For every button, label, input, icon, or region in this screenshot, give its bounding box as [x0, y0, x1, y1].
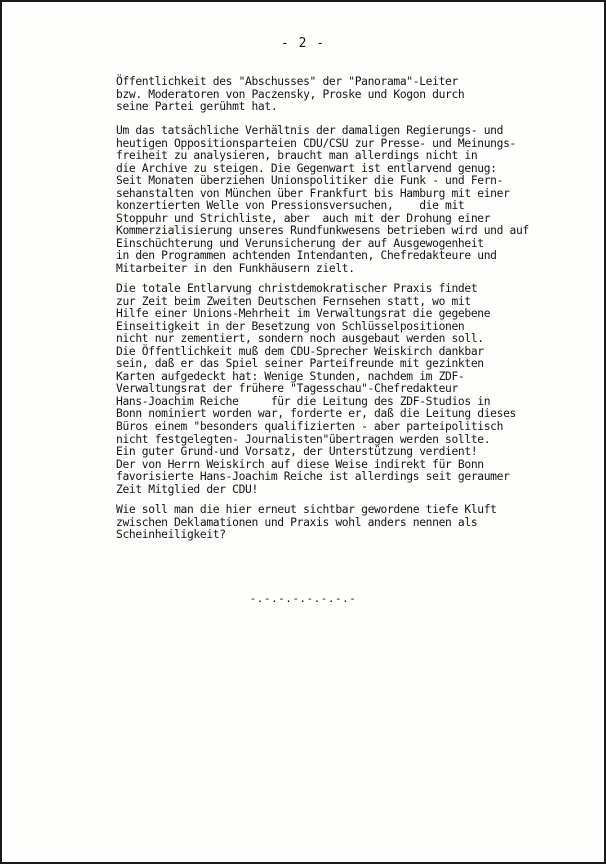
text-line: Die Öffentlichkeit muß dem CDU-Sprecher Weiskirch dankbar [116, 344, 484, 358]
text-line: Die totale Entlarvung christdemokratischer Praxis findet [116, 282, 478, 295]
text-line: Öffentlichkeit des "Abschusses" der "Panorama"-Leiter [116, 75, 458, 88]
text-line: freiheit zu analysieren, braucht man allerdings nicht in [116, 149, 478, 163]
text-line: bzw. Moderatoren von Paczensky, Proske und Kogon durch [116, 87, 465, 101]
paragraph-1 [116, 76, 464, 114]
text-line: Hilfe einer Unions-Mehrheit im Verwaltungsrat die gegebene [116, 307, 491, 321]
text-line: Mitarbeiter in den Funkhäusern zielt. [116, 262, 355, 276]
text-line: zwischen Deklamationen und Praxis wohl anders nennen als [116, 515, 478, 529]
text-line: Stoppuhr und Strichliste, aber auch mit der Drohung einer [116, 211, 491, 225]
paragraph-2 [116, 125, 529, 276]
text-line: Zeit Mitglied der CDU! [116, 482, 258, 496]
page-number: - 2 - [280, 36, 326, 51]
text-line: nicht festgelegten- Journalisten"übertragen werden sollte. [116, 432, 491, 446]
text-line: sein, daß er das Spiel seiner Parteifreunde mit gezinkten [116, 357, 484, 371]
text-line: Scheinheiligkeit? [116, 528, 226, 542]
text-line: Um das tatsächliche Verhältnis der damaligen Regierungs- und [116, 124, 504, 137]
section-separator: -.-.-.-.-.-.-.- [249, 592, 357, 605]
text-line: seine Partei gerühmt hat. [116, 100, 278, 114]
text-line: Einschüchterung und Verunsicherung der auf Ausgewogenheit [116, 236, 484, 250]
text-line: Hans-Joachim Reiche für die Leitung des ZDF-Studios in [116, 394, 491, 408]
text-line: Ein guter Grund-und Vorsatz, der Unterstützung verdient! [116, 445, 478, 459]
text-line: Der von Herrn Weiskirch auf diese Weise indirekt für Bonn [116, 457, 484, 471]
text-line: sehanstalten von München über Frankfurt bis Hamburg mit einer [116, 186, 510, 200]
text-line: in den Programmen achtenden Intendanten, Chefredakteure und [116, 249, 497, 263]
paragraph-3 [116, 283, 516, 496]
text-line: heutigen Oppositionsparteien CDU/CSU zur Presse- und Meinungs- [116, 136, 516, 150]
text-line: Verwaltungsrat der frühere "Tagesschau"-Chefredakteur [116, 382, 458, 396]
text-line: Kommerzialisierung unseres Rundfunkwesens betrieben wird und auf [116, 224, 529, 238]
text-line: Büros einem "besonders qualifizierten - aber parteipolitisch [116, 420, 504, 434]
text-line: Seit Monaten überziehen Unionspolitiker die Funk - und Fern- [116, 174, 504, 188]
text-line: zur Zeit beim Zweiten Deutschen Fernsehen statt, wo mit [116, 294, 471, 308]
text-line: Einseitigkeit in der Besetzung von Schlüsselpositionen [116, 319, 465, 333]
text-line: nicht nur zementiert, sondern noch ausgebaut werden soll. [116, 332, 484, 346]
paragraph-4 [116, 504, 497, 542]
text-line: die Archive zu steigen. Die Gegenwart ist entlarvend genug: [116, 161, 497, 175]
text-line: Bonn nominiert worden war, forderte er, daß die Leitung dieses [116, 407, 516, 421]
text-line: konzertierten Welle von Pressionsversuchen, die mit [116, 199, 465, 213]
text-line: Karten aufgedeckt hat: Wenige Stunden, nachdem im ZDF- [116, 369, 465, 383]
text-line: Wie soll man die hier erneut sichtbar gewordene tiefe Kluft [116, 503, 497, 516]
text-line: favorisierte Hans-Joachim Reiche ist allerdings seit geraumer [116, 470, 510, 484]
